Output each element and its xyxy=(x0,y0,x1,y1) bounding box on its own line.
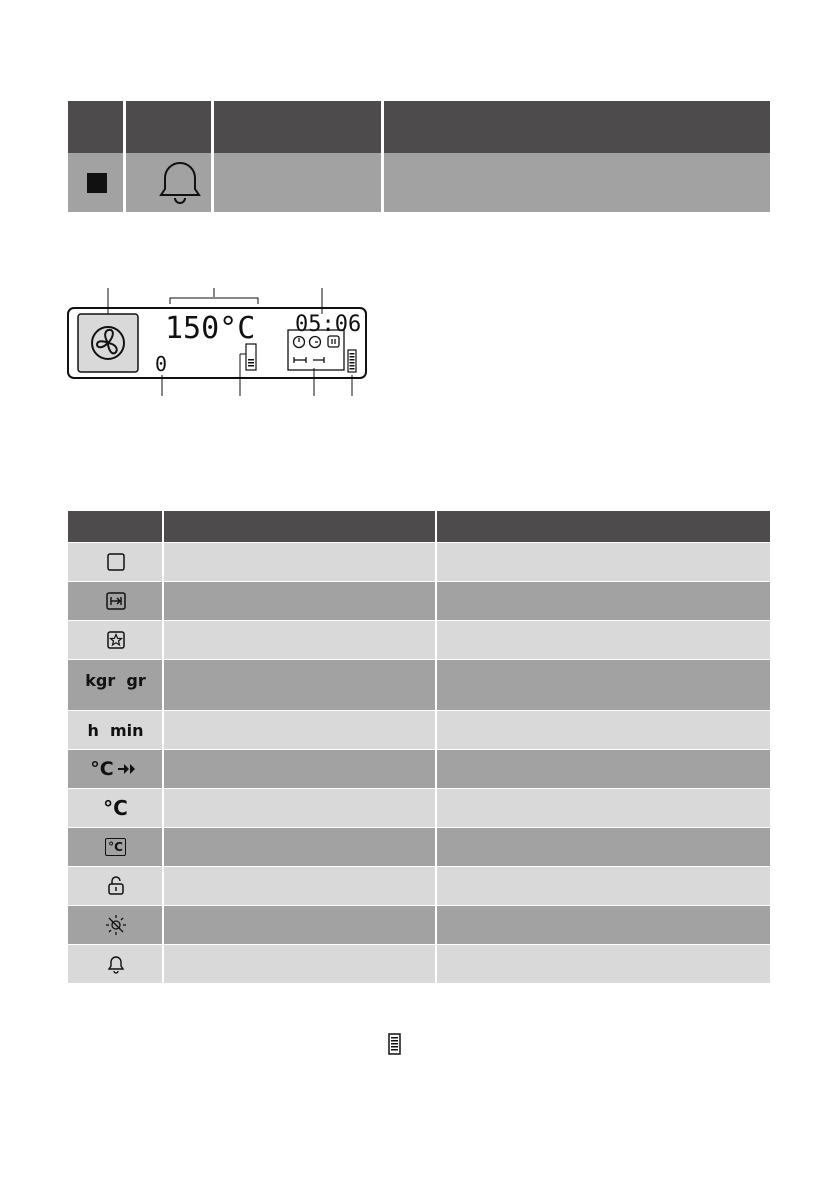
stop-square-icon xyxy=(87,173,107,193)
core-temp-box-icon xyxy=(68,828,163,866)
symbol-table xyxy=(68,511,770,983)
table-row xyxy=(68,581,770,620)
top-table-header xyxy=(68,101,770,153)
bell-icon xyxy=(68,945,163,983)
core-temp-unit: °C xyxy=(105,838,126,856)
table-row xyxy=(68,944,770,983)
table-row xyxy=(68,620,770,659)
temperature-symbol xyxy=(68,789,163,827)
top-table xyxy=(68,101,770,212)
temperature-readout: 150°C xyxy=(165,311,256,346)
top-table-row xyxy=(68,153,770,212)
star-box-icon xyxy=(68,621,163,659)
table-row xyxy=(68,827,770,866)
column-divider xyxy=(381,101,384,212)
pause-icon xyxy=(328,336,339,347)
column-divider xyxy=(123,101,126,212)
heat-level-bars xyxy=(348,350,356,372)
empty-square-icon xyxy=(68,543,163,581)
temperature-unit: °C xyxy=(103,796,128,820)
unlock-icon xyxy=(68,867,163,905)
top-table-row-icons xyxy=(68,153,770,212)
table-row xyxy=(68,788,770,827)
table-row xyxy=(68,749,770,788)
food-sensor-bars xyxy=(246,344,256,370)
weight-units-symbol xyxy=(68,660,163,710)
duration-end-icon xyxy=(68,582,163,620)
temp-fast-heatup-icon xyxy=(68,750,163,788)
time-units-symbol xyxy=(68,711,163,749)
level-bars-icon xyxy=(388,1033,402,1059)
table-row xyxy=(68,542,770,581)
table-row xyxy=(68,710,770,749)
table-row xyxy=(68,905,770,944)
symbol-table-header xyxy=(68,511,770,542)
oven-display-diagram xyxy=(60,280,380,410)
column-divider xyxy=(211,101,214,212)
table-row xyxy=(68,866,770,905)
table-row xyxy=(68,659,770,710)
time-readout: 05:06 xyxy=(295,312,362,337)
light-off-icon xyxy=(68,906,163,944)
weight-units-text: kgr gr xyxy=(85,671,146,690)
bell-icon xyxy=(161,163,199,203)
time-units-text: h min xyxy=(87,720,144,740)
level-digit: 0 xyxy=(155,352,168,376)
display-drawing xyxy=(60,280,380,410)
fast-heatup-unit: °C xyxy=(90,758,114,780)
